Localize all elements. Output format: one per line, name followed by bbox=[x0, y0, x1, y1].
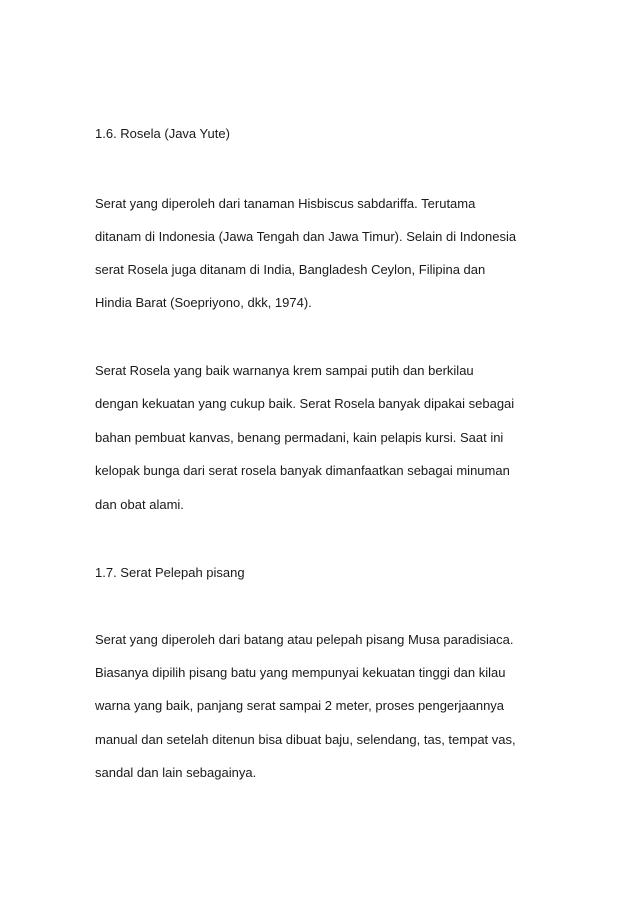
paragraph-line: Serat yang diperoleh dari tanaman Hisbiscus sabdariffa. Terutama bbox=[95, 196, 476, 211]
paragraph-line: dan obat alami. bbox=[95, 497, 184, 512]
section-heading-pelepah-pisang: 1.7. Serat Pelepah pisang bbox=[95, 565, 245, 580]
paragraph-line: Biasanya dipilih pisang batu yang mempunyai kekuatan tinggi dan kilau bbox=[95, 665, 506, 680]
paragraph-line: warna yang baik, panjang serat sampai 2 meter, proses pengerjaannya bbox=[95, 698, 505, 713]
paragraph-line: kelopak bunga dari serat rosela banyak dimanfaatkan sebagai minuman bbox=[95, 463, 510, 478]
paragraph-line: dengan kekuatan yang cukup baik. Serat Rosela banyak dipakai sebagai bbox=[95, 396, 515, 411]
paragraph-line: Serat Rosela yang baik warnanya krem sampai putih dan berkilau bbox=[95, 363, 474, 378]
paragraph-line: Hindia Barat (Soepriyono, dkk, 1974). bbox=[95, 295, 312, 310]
paragraph-line: ditanam di Indonesia (Jawa Tengah dan Jawa Timur). Selain di Indonesia bbox=[95, 229, 517, 244]
section-heading-rosela: 1.6. Rosela (Java Yute) bbox=[95, 126, 230, 141]
paragraph-line: serat Rosela juga ditanam di India, Bangladesh Ceylon, Filipina dan bbox=[95, 262, 486, 277]
paragraph-line: bahan pembuat kanvas, benang permadani, kain pelapis kursi. Saat ini bbox=[95, 430, 504, 445]
paragraph-line: manual dan setelah ditenun bisa dibuat baju, selendang, tas, tempat vas, bbox=[95, 732, 516, 747]
paragraph-line: Serat yang diperoleh dari batang atau pelepah pisang Musa paradisiaca. bbox=[95, 632, 514, 647]
paragraph-line: sandal dan lain sebagainya. bbox=[95, 765, 257, 780]
